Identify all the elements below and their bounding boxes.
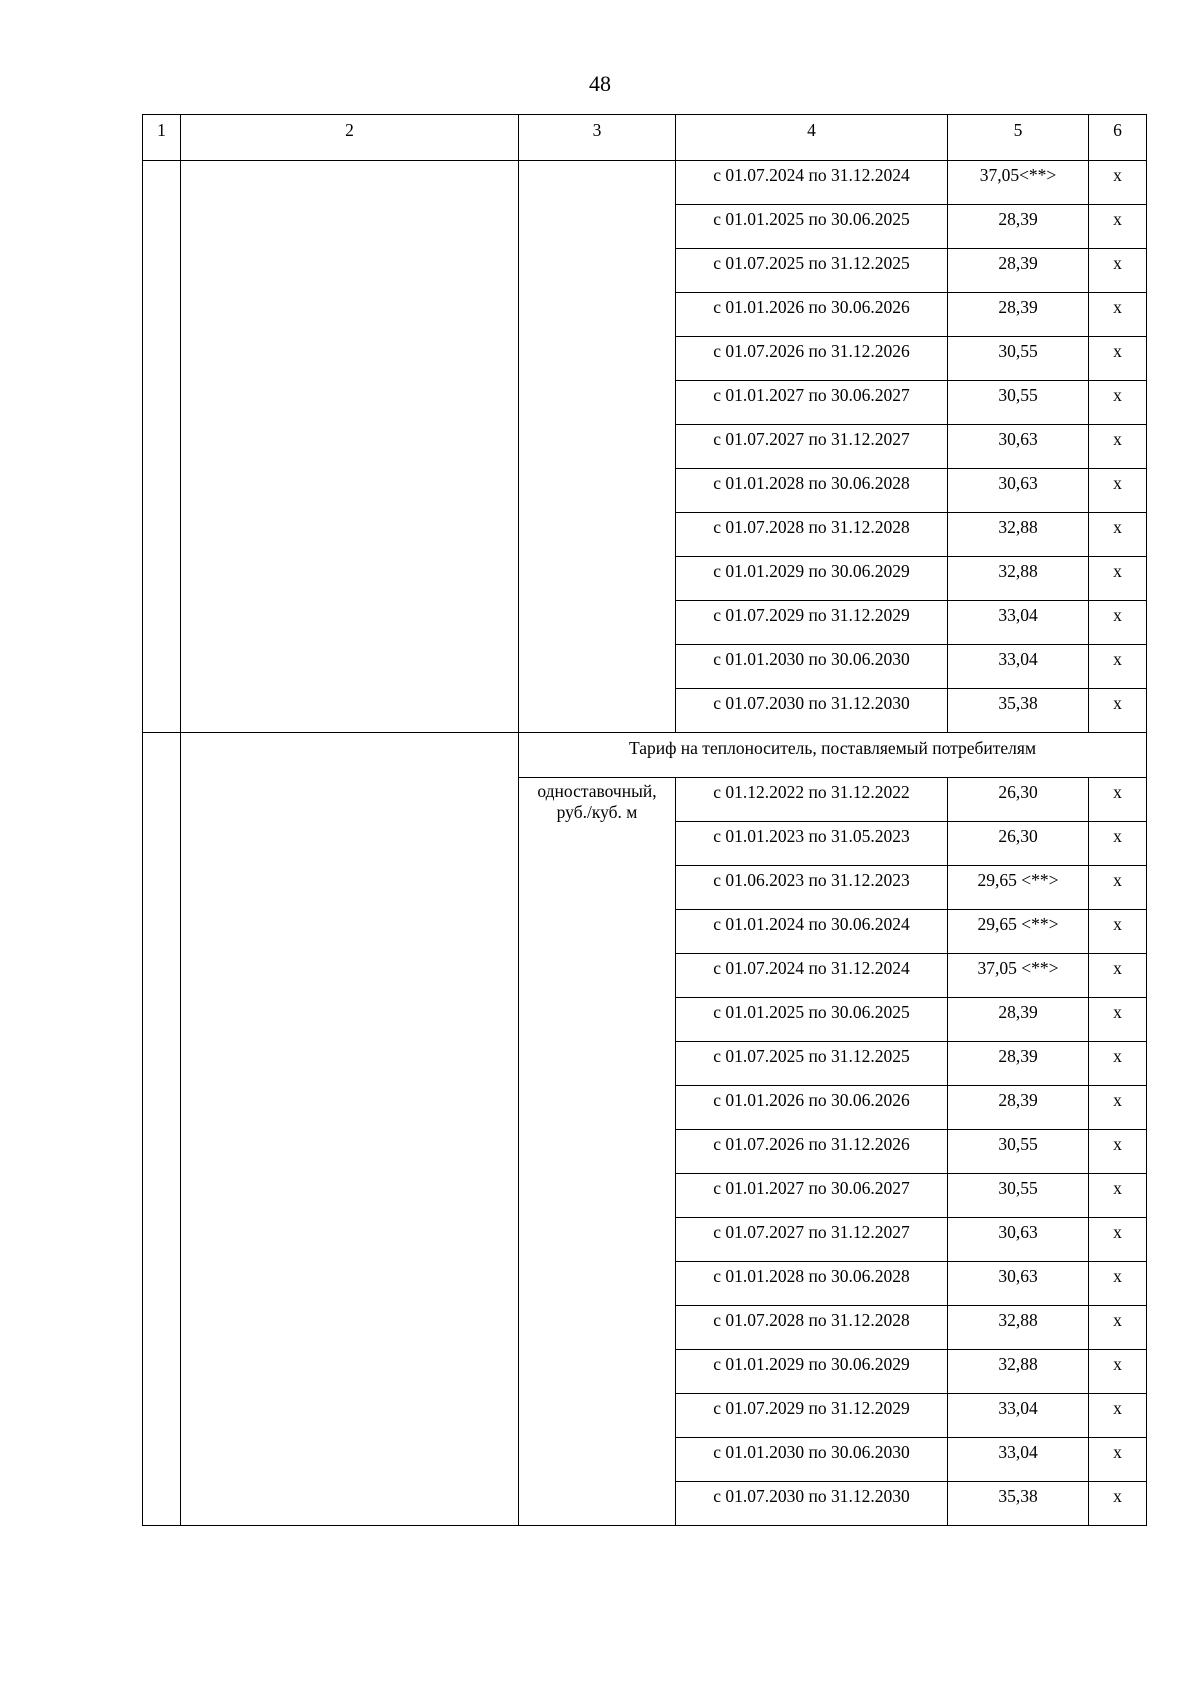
value-cell: 28,39: [948, 998, 1089, 1042]
value-cell: 30,63: [948, 1218, 1089, 1262]
x-mark-cell: х: [1089, 601, 1147, 645]
x-mark-cell: х: [1089, 778, 1147, 822]
x-mark-cell: х: [1089, 954, 1147, 998]
period-cell: с 01.07.2024 по 31.12.2024: [676, 954, 948, 998]
value-cell: 33,04: [948, 601, 1089, 645]
x-mark-cell: х: [1089, 1086, 1147, 1130]
header-cell: 6: [1089, 115, 1147, 161]
period-cell: с 01.01.2025 по 30.06.2025: [676, 998, 948, 1042]
value-cell: 30,63: [948, 1262, 1089, 1306]
period-cell: с 01.07.2028 по 31.12.2028: [676, 513, 948, 557]
value-cell: 35,38: [948, 689, 1089, 733]
value-cell: 32,88: [948, 557, 1089, 601]
period-cell: с 01.01.2025 по 30.06.2025: [676, 205, 948, 249]
header-cell: 3: [519, 115, 676, 161]
page-number: 48: [589, 71, 611, 96]
value-cell: 28,39: [948, 293, 1089, 337]
period-cell: с 01.07.2028 по 31.12.2028: [676, 1306, 948, 1350]
value-cell: 29,65 <**>: [948, 866, 1089, 910]
period-cell: с 01.07.2027 по 31.12.2027: [676, 425, 948, 469]
x-mark-cell: х: [1089, 1350, 1147, 1394]
x-mark-cell: х: [1089, 1394, 1147, 1438]
value-cell: 30,55: [948, 337, 1089, 381]
period-cell: с 01.07.2029 по 31.12.2029: [676, 1394, 948, 1438]
period-cell: с 01.01.2030 по 30.06.2030: [676, 645, 948, 689]
period-cell: с 01.01.2029 по 30.06.2029: [676, 557, 948, 601]
value-cell: 37,05 <**>: [948, 954, 1089, 998]
col1-empty-cell: [143, 733, 181, 1526]
period-cell: с 01.07.2026 по 31.12.2026: [676, 1130, 948, 1174]
header-cell: 4: [676, 115, 948, 161]
period-cell: с 01.07.2026 по 31.12.2026: [676, 337, 948, 381]
header-cell: 2: [181, 115, 519, 161]
period-cell: с 01.01.2030 по 30.06.2030: [676, 1438, 948, 1482]
col1-empty-cell: [143, 161, 181, 733]
value-cell: 28,39: [948, 1042, 1089, 1086]
value-cell: 37,05<**>: [948, 161, 1089, 205]
value-cell: 26,30: [948, 822, 1089, 866]
value-cell: 33,04: [948, 1438, 1089, 1482]
x-mark-cell: х: [1089, 1042, 1147, 1086]
value-cell: 33,04: [948, 1394, 1089, 1438]
period-cell: с 01.01.2024 по 30.06.2024: [676, 910, 948, 954]
col2-empty-cell: [181, 733, 519, 1526]
x-mark-cell: х: [1089, 910, 1147, 954]
period-cell: с 01.01.2028 по 30.06.2028: [676, 469, 948, 513]
period-cell: с 01.07.2030 по 31.12.2030: [676, 1482, 948, 1526]
section-row: [143, 733, 1147, 778]
x-mark-cell: х: [1089, 205, 1147, 249]
x-mark-cell: х: [1089, 337, 1147, 381]
value-cell: 33,04: [948, 645, 1089, 689]
value-cell: 28,39: [948, 249, 1089, 293]
x-mark-cell: х: [1089, 557, 1147, 601]
period-cell: с 01.01.2026 по 30.06.2026: [676, 293, 948, 337]
x-mark-cell: х: [1089, 822, 1147, 866]
value-cell: 30,55: [948, 1130, 1089, 1174]
period-cell: с 01.01.2028 по 30.06.2028: [676, 1262, 948, 1306]
section-title: Тариф на теплоноситель, поставляемый потребителям: [519, 733, 1147, 778]
value-cell: 32,88: [948, 513, 1089, 557]
header-cell: 1: [143, 115, 181, 161]
x-mark-cell: х: [1089, 1218, 1147, 1262]
value-cell: 30,55: [948, 1174, 1089, 1218]
value-cell: 35,38: [948, 1482, 1089, 1526]
value-cell: 32,88: [948, 1306, 1089, 1350]
period-cell: с 01.07.2025 по 31.12.2025: [676, 1042, 948, 1086]
period-cell: с 01.07.2030 по 31.12.2030: [676, 689, 948, 733]
value-cell: 28,39: [948, 205, 1089, 249]
period-cell: с 01.01.2029 по 30.06.2029: [676, 1350, 948, 1394]
period-cell: с 01.12.2022 по 31.12.2022: [676, 778, 948, 822]
value-cell: 29,65 <**>: [948, 910, 1089, 954]
x-mark-cell: х: [1089, 1174, 1147, 1218]
x-mark-cell: х: [1089, 293, 1147, 337]
x-mark-cell: х: [1089, 689, 1147, 733]
x-mark-cell: х: [1089, 513, 1147, 557]
x-mark-cell: х: [1089, 1130, 1147, 1174]
x-mark-cell: х: [1089, 1438, 1147, 1482]
period-cell: с 01.07.2024 по 31.12.2024: [676, 161, 948, 205]
header-row: [143, 115, 1147, 161]
col3-empty-cell: [519, 161, 676, 733]
period-cell: с 01.01.2027 по 30.06.2027: [676, 1174, 948, 1218]
period-cell: с 01.01.2023 по 31.05.2023: [676, 822, 948, 866]
value-cell: 30,63: [948, 469, 1089, 513]
value-cell: 30,63: [948, 425, 1089, 469]
value-cell: 28,39: [948, 1086, 1089, 1130]
x-mark-cell: х: [1089, 469, 1147, 513]
value-cell: 26,30: [948, 778, 1089, 822]
x-mark-cell: х: [1089, 1262, 1147, 1306]
value-cell: 30,55: [948, 381, 1089, 425]
header-cell: 5: [948, 115, 1089, 161]
period-cell: с 01.01.2027 по 30.06.2027: [676, 381, 948, 425]
x-mark-cell: х: [1089, 381, 1147, 425]
period-cell: с 01.01.2026 по 30.06.2026: [676, 1086, 948, 1130]
x-mark-cell: х: [1089, 1306, 1147, 1350]
period-cell: с 01.07.2027 по 31.12.2027: [676, 1218, 948, 1262]
x-mark-cell: х: [1089, 1482, 1147, 1526]
period-cell: с 01.06.2023 по 31.12.2023: [676, 866, 948, 910]
period-cell: с 01.07.2029 по 31.12.2029: [676, 601, 948, 645]
x-mark-cell: х: [1089, 249, 1147, 293]
x-mark-cell: х: [1089, 425, 1147, 469]
value-cell: 32,88: [948, 1350, 1089, 1394]
tariff-table: [142, 114, 1147, 1526]
x-mark-cell: х: [1089, 866, 1147, 910]
col2-empty-cell: [181, 161, 519, 733]
x-mark-cell: х: [1089, 645, 1147, 689]
unit-cell: одноставочный, руб./куб. м: [519, 778, 676, 1526]
period-cell: с 01.07.2025 по 31.12.2025: [676, 249, 948, 293]
x-mark-cell: х: [1089, 161, 1147, 205]
table-row: [143, 161, 1147, 205]
x-mark-cell: х: [1089, 998, 1147, 1042]
